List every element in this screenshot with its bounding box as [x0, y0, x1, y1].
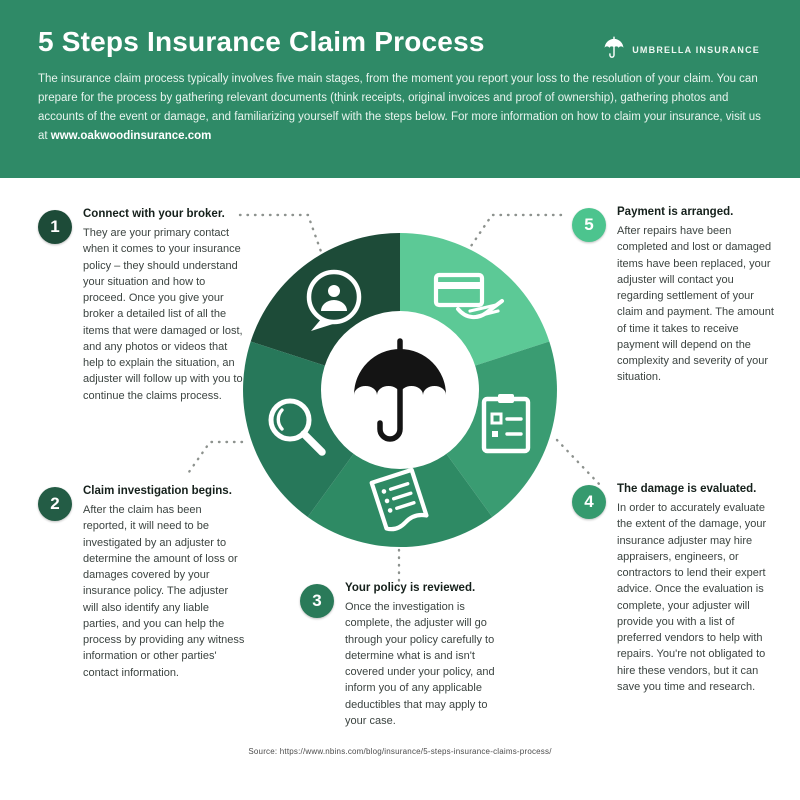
connector-step4 — [557, 440, 601, 486]
step-1-body: They are your primary contact when it comes to your insurance policy – they should understand your situation and how to proceed. Once you give your broker a detailed list of all the items that were damaged or lost, and any photos or videos that help to explain the situation, an adjuster will follow up with you to continue the claims process. — [83, 227, 243, 402]
step-2 — [38, 483, 246, 681]
source-citation[interactable]: Source: https://www.nbins.com/blog/insurance/5-steps-insurance-claims-process/ — [248, 747, 552, 756]
step-3-title: Your policy is reviewed. — [345, 582, 476, 594]
brand-logo — [603, 36, 760, 63]
step-5-text — [617, 204, 780, 386]
step-5-body: After repairs have been completed and lost or damaged items have been replaced, your adjuster will contact you regarding settlement of your claim and payment. The amount of time it takes to receive payment will depend on the complexity and severity of your situation. — [617, 225, 774, 384]
website-link[interactable]: www.oakwoodinsurance.com — [50, 130, 212, 143]
step-2-body: After the claim has been reported, it will need to be investigated by an adjuster to determine the amount of loss or damages covered by your insurance policy. The adjuster will also identify any liable parties, and you can help the process by providing any witness information or other parties' contact information. — [83, 504, 245, 679]
step-3-body: Once the investigation is complete, the adjuster will go through your policy carefully to determine what is and isn't covered under your policy, and inform you of any applicable deductibles that may apply to your case. — [345, 601, 495, 727]
step-2-text — [83, 483, 246, 681]
intro-text — [38, 70, 764, 146]
step-4-body: In order to accurately evaluate the extent of the damage, your insurance adjuster may hire appraisers, engineers, or contractors to lend their expert advice. Once the evaluation is complete, your adjuster will provide you with a list of preferred vendors to help with repairs. You're not obligated to hire these vendors, but it can save you time and research. — [617, 502, 767, 693]
step-4 — [572, 481, 780, 695]
umbrella-logo-icon — [603, 36, 625, 63]
step-4-badge[interactable]: 4 — [572, 485, 606, 519]
page-title: 5 Steps Insurance Claim Process — [38, 26, 485, 57]
step-5-badge[interactable]: 5 — [572, 208, 606, 242]
step-1-badge[interactable]: 1 — [38, 210, 72, 244]
connector-step2 — [189, 442, 242, 472]
step-1 — [38, 206, 246, 404]
brand-name: UMBRELLA INSURANCE — [632, 44, 760, 55]
step-5 — [572, 204, 780, 386]
step-3 — [300, 580, 508, 729]
step-3-badge[interactable]: 3 — [300, 584, 334, 618]
step-4-title: The damage is evaluated. — [617, 483, 757, 495]
step-2-badge[interactable]: 2 — [38, 487, 72, 521]
header — [0, 0, 800, 178]
process-wheel — [240, 230, 560, 550]
step-1-text — [83, 206, 246, 404]
step-5-title: Payment is arranged. — [617, 206, 734, 218]
step-1-title: Connect with your broker. — [83, 208, 225, 220]
intro-body: The insurance claim process typically involves five main stages, from the moment you report your loss to the resolution of your claim. You can prepare for the process by gathering relevant documents (think receipts, original invoices and proof of ownership), gathering photos and accounts of the event or damage, and familiarizing yourself with the steps below. For more information on how to claim your insurance, visit us at — [38, 73, 761, 143]
step-2-title: Claim investigation begins. — [83, 485, 232, 497]
step-3-text — [345, 580, 508, 729]
step-4-text — [617, 481, 780, 695]
